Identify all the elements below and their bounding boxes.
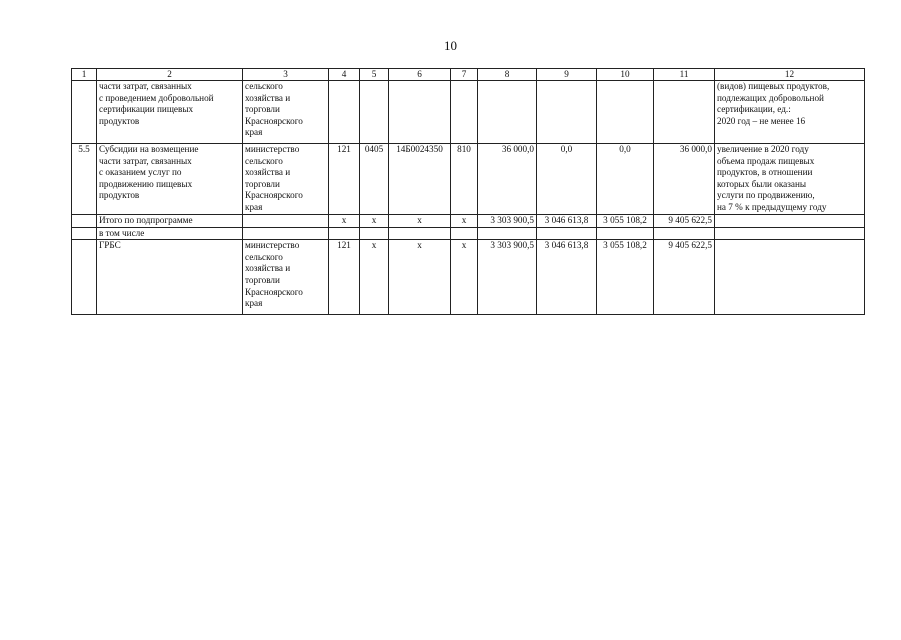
table-row-continued	[72, 81, 865, 144]
column-header-3: 3	[243, 69, 329, 81]
cell-name: в том числе	[97, 227, 243, 240]
cell-year-2019	[537, 227, 597, 240]
table-row-row-5-5	[72, 144, 865, 215]
cell-year-2020	[597, 227, 654, 240]
cell-grbs-code: x	[329, 215, 360, 228]
cell-number	[72, 240, 97, 315]
cell-total-period	[654, 227, 715, 240]
cell-name: части затрат, связанных с проведением добровольной сертификации пищевых продуктов	[97, 81, 243, 144]
column-header-5: 5	[360, 69, 389, 81]
cell-number	[72, 227, 97, 240]
column-header-12: 12	[715, 69, 865, 81]
cell-result	[715, 240, 865, 315]
cell-number	[72, 215, 97, 228]
cell-year-2018	[478, 227, 537, 240]
column-header-1: 1	[72, 69, 97, 81]
cell-grbs	[243, 215, 329, 228]
column-header-2: 2	[97, 69, 243, 81]
cell-grbs	[243, 227, 329, 240]
cell-year-2020: 3 055 108,2	[597, 215, 654, 228]
cell-year-2019: 3 046 613,8	[537, 215, 597, 228]
cell-grbs: сельского хозяйства и торговли Красноярского края	[243, 81, 329, 144]
cell-result	[715, 215, 865, 228]
cell-target-article: x	[389, 240, 451, 315]
column-header-9: 9	[537, 69, 597, 81]
cell-section	[360, 81, 389, 144]
column-header-11: 11	[654, 69, 715, 81]
cell-expense-type	[451, 227, 478, 240]
cell-year-2018	[478, 81, 537, 144]
cell-total-period	[654, 81, 715, 144]
cell-year-2019: 3 046 613,8	[537, 240, 597, 315]
cell-result: (видов) пищевых продуктов, подлежащих добровольной сертификации, ед.: 2020 год – не менее 16	[715, 81, 865, 144]
cell-name: Субсидии на возмещение части затрат, связанных с оказанием услуг по продвижению пищевых продуктов	[97, 144, 243, 215]
cell-year-2020: 3 055 108,2	[597, 240, 654, 315]
column-header-8: 8	[478, 69, 537, 81]
cell-grbs: министерство сельского хозяйства и торговли Красноярского края	[243, 240, 329, 315]
cell-name: Итого по подпрограмме	[97, 215, 243, 228]
cell-number: 5.5	[72, 144, 97, 215]
cell-year-2020: 0,0	[597, 144, 654, 215]
cell-target-article: 14Б0024350	[389, 144, 451, 215]
cell-target-article: x	[389, 215, 451, 228]
column-header-7: 7	[451, 69, 478, 81]
cell-target-article	[389, 81, 451, 144]
budget-table	[71, 68, 865, 315]
cell-section: 0405	[360, 144, 389, 215]
cell-name: ГРБС	[97, 240, 243, 315]
cell-target-article	[389, 227, 451, 240]
cell-expense-type	[451, 81, 478, 144]
cell-grbs-code: 121	[329, 144, 360, 215]
cell-year-2019: 0,0	[537, 144, 597, 215]
cell-grbs-code	[329, 227, 360, 240]
column-header-10: 10	[597, 69, 654, 81]
table-row-total	[72, 215, 865, 228]
cell-expense-type: x	[451, 215, 478, 228]
table-row-grbs	[72, 240, 865, 315]
column-header-6: 6	[389, 69, 451, 81]
page-number: 10	[444, 38, 457, 53]
cell-expense-type: 810	[451, 144, 478, 215]
cell-year-2020	[597, 81, 654, 144]
cell-number	[72, 81, 97, 144]
cell-year-2018: 36 000,0	[478, 144, 537, 215]
cell-total-period: 9 405 622,5	[654, 215, 715, 228]
cell-total-period: 36 000,0	[654, 144, 715, 215]
cell-year-2018: 3 303 900,5	[478, 215, 537, 228]
header-row	[72, 69, 865, 81]
cell-total-period: 9 405 622,5	[654, 240, 715, 315]
cell-section: x	[360, 240, 389, 315]
cell-expense-type: x	[451, 240, 478, 315]
cell-section: x	[360, 215, 389, 228]
cell-grbs: министерство сельского хозяйства и торговли Красноярского края	[243, 144, 329, 215]
cell-result: увеличение в 2020 году объема продаж пищевых продуктов, в отношении которых были оказаны услуги по продвижению, на 7 % к предыдущему году	[715, 144, 865, 215]
cell-grbs-code: 121	[329, 240, 360, 315]
column-header-4: 4	[329, 69, 360, 81]
cell-year-2019	[537, 81, 597, 144]
cell-year-2018: 3 303 900,5	[478, 240, 537, 315]
cell-result	[715, 227, 865, 240]
table-row-including	[72, 227, 865, 240]
cell-section	[360, 227, 389, 240]
cell-grbs-code	[329, 81, 360, 144]
